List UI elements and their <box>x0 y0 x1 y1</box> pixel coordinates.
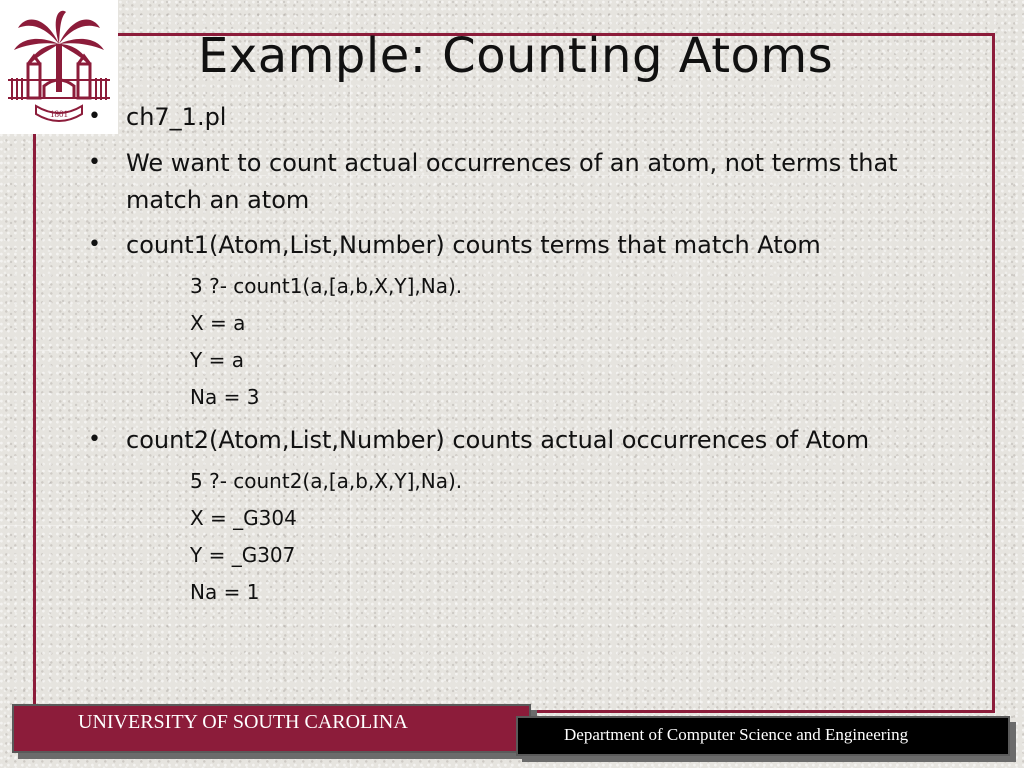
footer-department-text: Department of Computer Science and Engineering <box>564 725 909 744</box>
code-line: X = a <box>190 311 246 335</box>
bullet-text: count2(Atom,List,Number) counts actual occurrences of Atom <box>126 426 870 454</box>
code-line: Na = 3 <box>190 385 260 409</box>
footer-university-text: UNIVERSITY OF SOUTH CAROLINA <box>78 711 408 733</box>
code-line: X = _G304 <box>190 506 297 530</box>
code-line: 3 ?- count1(a,[a,b,X,Y],Na). <box>190 274 463 298</box>
bullet-dot: • <box>88 150 101 175</box>
footer-university-banner <box>12 704 531 753</box>
logo-year: 1801 <box>50 109 68 119</box>
footer-department-banner <box>516 716 1010 756</box>
slide-title: Example: Counting Atoms <box>198 28 834 84</box>
code-line: 5 ?- count2(a,[a,b,X,Y],Na). <box>190 469 463 493</box>
code-line: Y = a <box>190 348 244 372</box>
code-line: Y = _G307 <box>190 543 296 567</box>
bullet-dot: • <box>88 427 101 452</box>
code-line: Na = 1 <box>190 580 260 604</box>
bullet-text: match an atom <box>126 186 310 214</box>
bullet-text: ch7_1.pl <box>126 103 227 131</box>
bullet-dot: • <box>88 232 101 257</box>
bullet-text: count1(Atom,List,Number) counts terms that match Atom <box>126 231 821 259</box>
bullet-text: We want to count actual occurrences of an atom, not terms that <box>126 149 898 177</box>
bullet-dot: • <box>88 104 101 129</box>
